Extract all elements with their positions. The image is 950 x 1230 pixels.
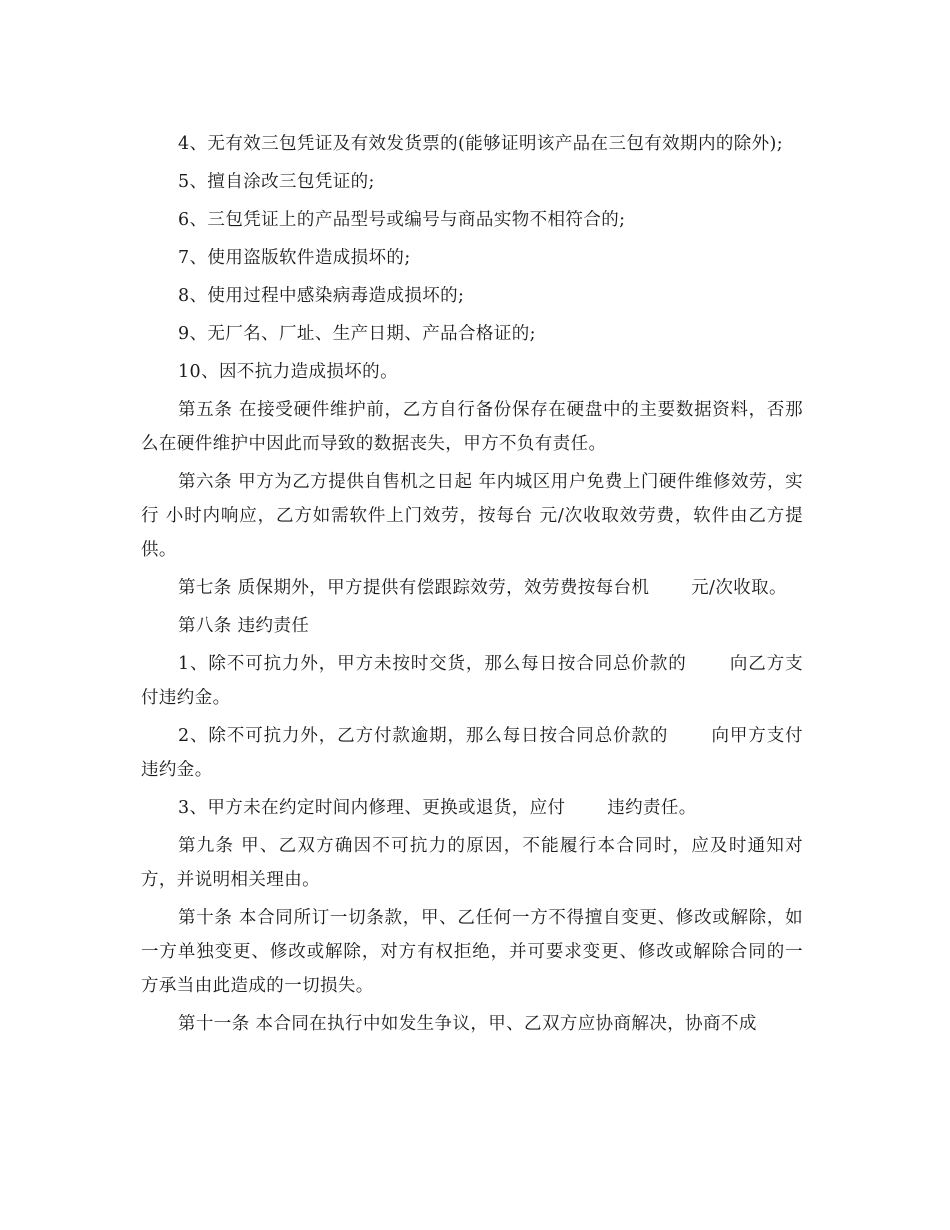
clause-item-4: 4、无有效三包凭证及有效发货票的(能够证明该产品在三包有效期内的除外); xyxy=(178,134,784,154)
document-body xyxy=(141,127,803,1045)
article-10: 第十条 本合同所订一切条款，甲、乙任何一方不得擅自变更、修改或解除，如一方单独变更、修改或解除，对方有权拒绝，并可要求变更、修改或解除合同的一方承当由此造成的一切损失。 xyxy=(141,908,803,996)
clause-item-6: 6、三包凭证上的产品型号或编号与商品实物不相符合的; xyxy=(178,210,626,230)
breach-item-2: 2、除不可抗力外，乙方付款逾期，那么每日按合同总价款的 向甲方支付违约金。 xyxy=(141,726,803,780)
clause-item-10: 10、因不抗力造成损坏的。 xyxy=(178,362,398,382)
breach-item-1: 1、除不可抗力外，甲方未按时交货，那么每日按合同总价款的 向乙方支付违约金。 xyxy=(141,654,803,708)
clause-item-9: 9、无厂名、厂址、生产日期、产品合格证的; xyxy=(178,324,536,344)
clause-item-7: 7、使用盗版软件造成损坏的; xyxy=(178,248,411,268)
article-8-heading: 第八条 违约责任 xyxy=(178,616,310,636)
article-6: 第六条 甲方为乙方提供自售机之日起 年内城区用户免费上门硬件维修效劳，实行 小时内响应，乙方如需软件上门效劳，按每台 元/次收取效劳费，软件由乙方提供。 xyxy=(141,472,803,560)
clause-item-5: 5、擅自涂改三包凭证的; xyxy=(178,172,375,192)
article-9: 第九条 甲、乙双方确因不可抗力的原因，不能履行本合同时，应及时通知对方，并说明相关理由。 xyxy=(141,836,803,890)
breach-item-3: 3、甲方未在约定时间内修理、更换或退货，应付 违约责任。 xyxy=(178,798,697,818)
article-5: 第五条 在接受硬件维护前，乙方自行备份保存在硬盘中的主要数据资料，否那么在硬件维护中因此而导致的数据丧失，甲方不负有责任。 xyxy=(141,400,803,454)
article-11: 第十一条 本合同在执行中如发生争议，甲、乙双方应协商解决，协商不成 xyxy=(178,1014,757,1034)
clause-item-8: 8、使用过程中感染病毒造成损坏的; xyxy=(178,286,465,306)
article-7: 第七条 质保期外，甲方提供有偿跟踪效劳，效劳费按每台机 元/次收取。 xyxy=(178,578,787,598)
